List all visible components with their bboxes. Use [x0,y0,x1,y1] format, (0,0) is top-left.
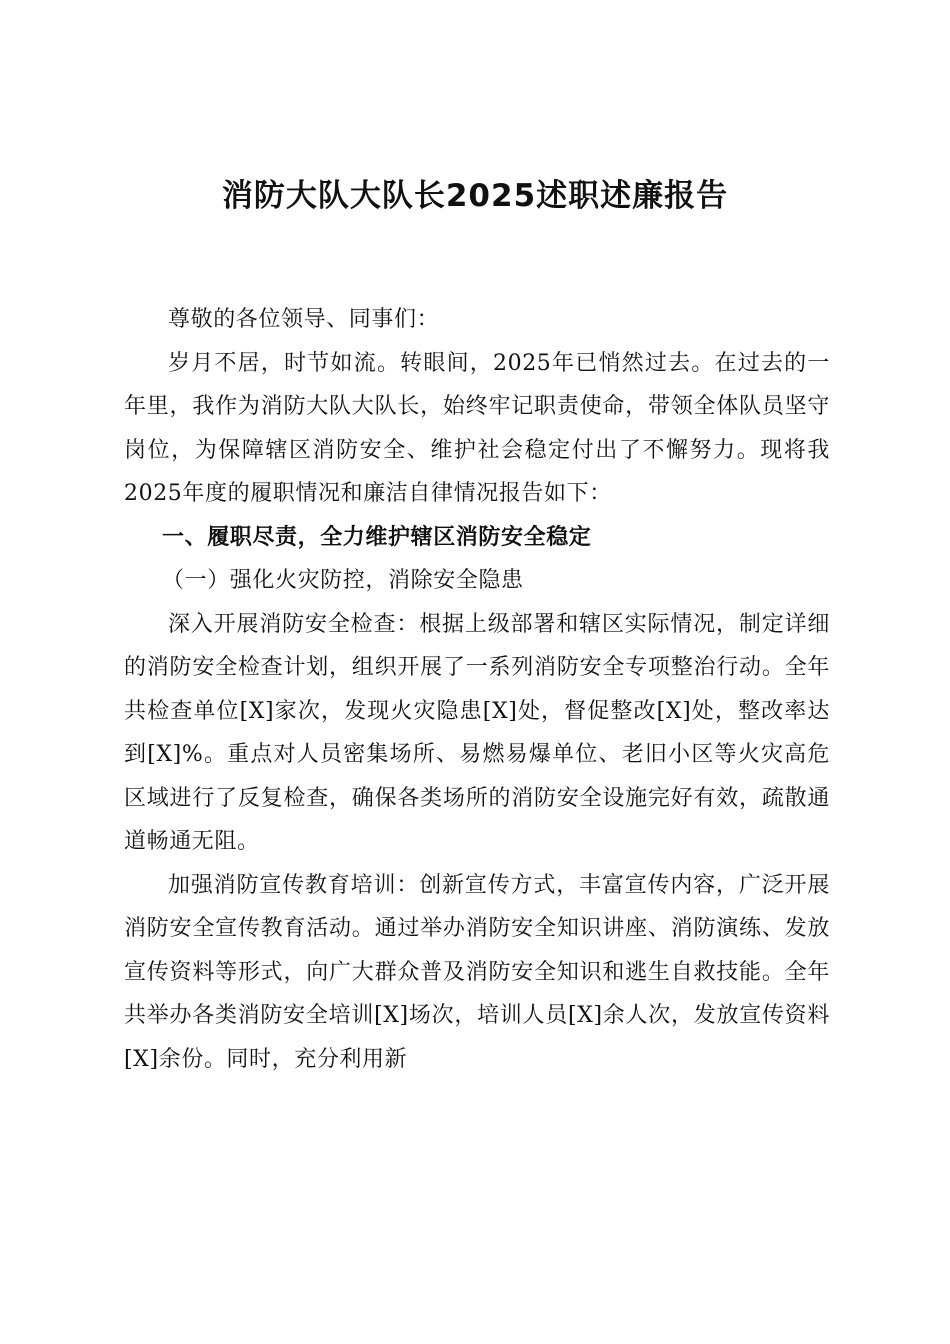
salutation: 尊敬的各位领导、同事们： [168,307,440,332]
inspection-paragraph: 深入开展消防安全检查：根据上级部署和辖区实际情况，制定详细的消防安全检查计划，组织开展了一系列消防安全专项整治行动。全年共检查单位[X]家次，发现火灾隐患[X]处，督促整改[X]处，整改率达到[X]%。重点对人员密集场所、易燃易爆单位、老旧小区等火灾高危区域进行了反复检查，确保各类场所的消防安全设施完好有效，疏散通道畅通无阻。 [124,611,830,854]
education-paragraph: 加强消防宣传教育培训：创新宣传方式，丰富宣传内容，广泛开展消防安全宣传教育活动。通过举办消防安全知识讲座、消防演练、发放宣传资料等形式，向广大群众普及消防安全知识和逃生自救技能。全年共举办各类消防安全培训[X]场次，培训人员[X]余人次，发放宣传资料[X]余份。同时，充分利用新 [124,872,830,1072]
subsection-1-heading: （一）强化火灾防控，消除安全隐患 [162,568,524,593]
section-1-heading: 一、履职尽责，全力维护辖区消防安全稳定 [162,524,592,550]
document-title: 消防大队大队长2025述职述廉报告 [221,178,729,214]
intro-paragraph: 岁月不居，时节如流。转眼间，2025年已悄然过去。在过去的一年里，我作为消防大队大队长，始终牢记职责使命，带领全体队员坚守岗位，为保障辖区消防安全、维护社会稳定付出了不懈努力。现将我2025年度的履职情况和廉洁自律情况报告如下： [124,350,830,506]
document-body [124,298,830,1081]
